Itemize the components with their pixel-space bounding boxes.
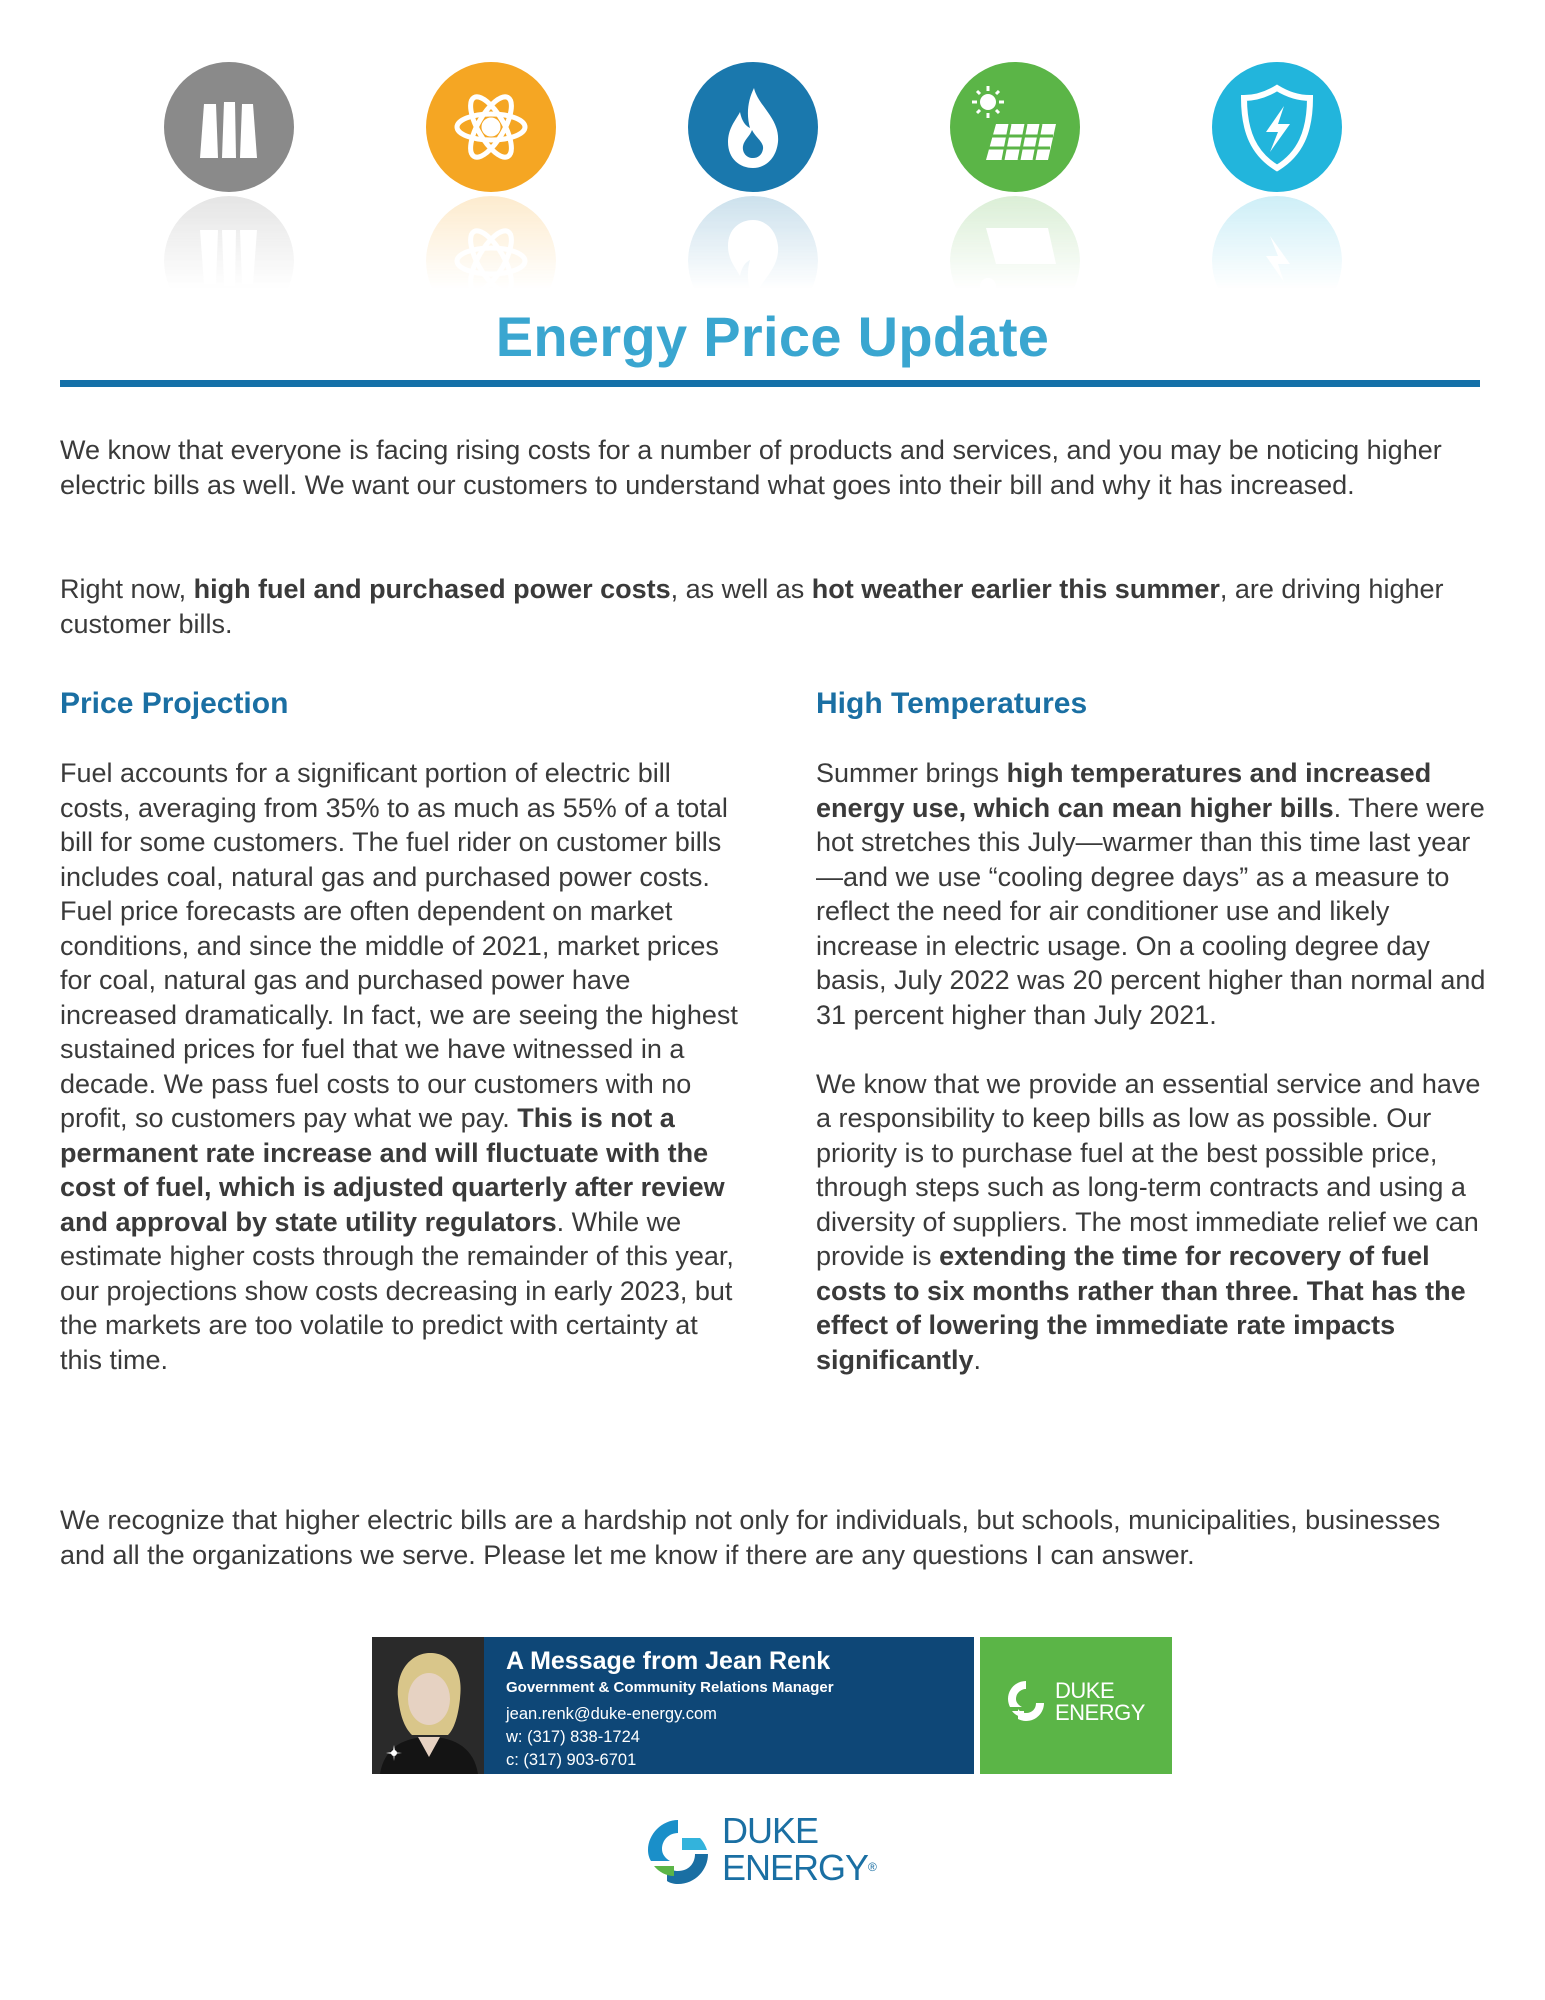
nuclear-atom-icon — [426, 62, 556, 192]
contact-role: Government & Community Relations Manager — [506, 1679, 834, 1696]
body-text: . There were hot stretches this July—warmer than this time last year—and we use “cooling degree days” as a measure to reflect the need for air conditioner use and likely increase in electric usage. On a cooling degree day basis, July 2022 was 20 percent higher than normal and 31 percent higher than July 2021. — [816, 792, 1486, 1030]
intro-text: , as well as — [670, 574, 812, 604]
solar-panel-icon — [950, 62, 1080, 192]
duke-energy-logo — [640, 1810, 900, 1900]
contact-phone-work[interactable]: w: (317) 838-1724 — [506, 1728, 640, 1746]
solar-icon-group — [950, 62, 1080, 302]
high-temperatures-body-2 — [816, 1067, 1496, 1378]
duke-energy-mark-icon — [1002, 1677, 1050, 1725]
price-projection-body — [60, 756, 740, 1377]
body-text: We know that we provide an essential service and have a responsibility to keep bills as low as possible. Our priority is to purchase fuel at the best possible price, through steps such as long-term contracts and using a diversity of suppliers. The most immediate relief we can provide is — [816, 1068, 1481, 1271]
registered-mark: ® — [868, 1860, 876, 1874]
intro-paragraph-2 — [60, 572, 1480, 641]
energy-icons-row — [164, 62, 1360, 302]
shield-lightning-icon — [1212, 62, 1342, 192]
price-projection-heading: Price Projection — [60, 687, 289, 720]
body-emphasis: This is not a permanent rate increase and will fluctuate with the cost of fuel, which is adjusted quarterly after review and approval by state utility regulators — [60, 1103, 725, 1237]
duke-energy-wordmark-small — [1055, 1680, 1145, 1724]
contact-banner — [372, 1637, 1172, 1774]
price-projection-section — [60, 686, 740, 1412]
intro-text: , are driving higher customer bills. — [60, 574, 1444, 639]
body-text: Fuel accounts for a significant portion of electric bill costs, averaging from 35% to as much as 55% of a total bill for some customers. The fuel rider on customer bills includes coal, natural gas and purchased power costs. Fuel price forecasts are often dependent on market conditions, and since the middle of 2021, market prices for coal, natural gas and purchased power have increased dramatically. In fact, we are seeing the highest sustained prices for fuel that we have witnessed in a decade. We pass fuel costs to our customers with no profit, so customers pay what we pay. — [60, 758, 738, 1133]
logo-line-2: ENERGY — [1055, 1700, 1145, 1725]
high-temperatures-heading: High Temperatures — [816, 687, 1088, 720]
body-text: . While we estimate higher costs through the remainder of this year, our projections show costs decreasing in early 2023, but the markets are too volatile to predict with certainty at this time. — [60, 1206, 734, 1375]
contact-heading: A Message from Jean Renk — [506, 1647, 831, 1675]
coal-icon-group — [164, 62, 294, 302]
body-emphasis: high temperatures and increased energy use, which can mean higher bills — [816, 758, 1432, 823]
contact-email[interactable]: jean.renk@duke-energy.com — [506, 1705, 717, 1723]
gas-icon-group — [688, 62, 818, 302]
page-title: Energy Price Update — [495, 305, 1050, 368]
natural-gas-flame-icon — [688, 62, 818, 192]
high-temperatures-body-1 — [816, 756, 1496, 1032]
logo-line-1: DUKE — [722, 1810, 819, 1851]
intro-paragraph-1: We know that everyone is facing rising costs for a number of products and services, and you may be noticing higher electric bills as well. We want our customers to understand what goes into their bill and why it has increased. — [60, 435, 1442, 500]
shield-icon-group — [1212, 62, 1342, 302]
body-text: . — [973, 1344, 982, 1375]
duke-energy-logo-badge — [980, 1637, 1172, 1774]
logo-line-1: DUKE — [1055, 1678, 1115, 1703]
coal-plant-icon — [164, 62, 294, 192]
intro-emphasis: hot weather earlier this summer — [811, 574, 1220, 604]
title-divider — [60, 380, 1480, 387]
high-temperatures-section — [816, 686, 1496, 1412]
intro-emphasis: high fuel and purchased power costs — [193, 574, 671, 604]
nuclear-icon-group — [426, 62, 556, 302]
duke-energy-wordmark — [722, 1812, 876, 1886]
contact-card — [484, 1637, 974, 1774]
body-text: Summer brings — [816, 758, 1007, 788]
logo-line-2: ENERGY — [722, 1847, 869, 1888]
duke-energy-logo-icon — [640, 1814, 716, 1890]
intro-text: Right now, — [60, 574, 194, 604]
closing-paragraph: We recognize that higher electric bills are a hardship not only for individuals, but schools, municipalities, businesses and all the organizations we serve. Please let me know if there are any questions I can answer. — [60, 1505, 1441, 1570]
avatar — [372, 1637, 484, 1774]
contact-phone-cell[interactable]: c: (317) 903-6701 — [506, 1751, 637, 1769]
body-emphasis: extending the time for recovery of fuel costs to six months rather than three. That has the effect of lowering the immediate rate impacts significantly — [816, 1241, 1466, 1375]
